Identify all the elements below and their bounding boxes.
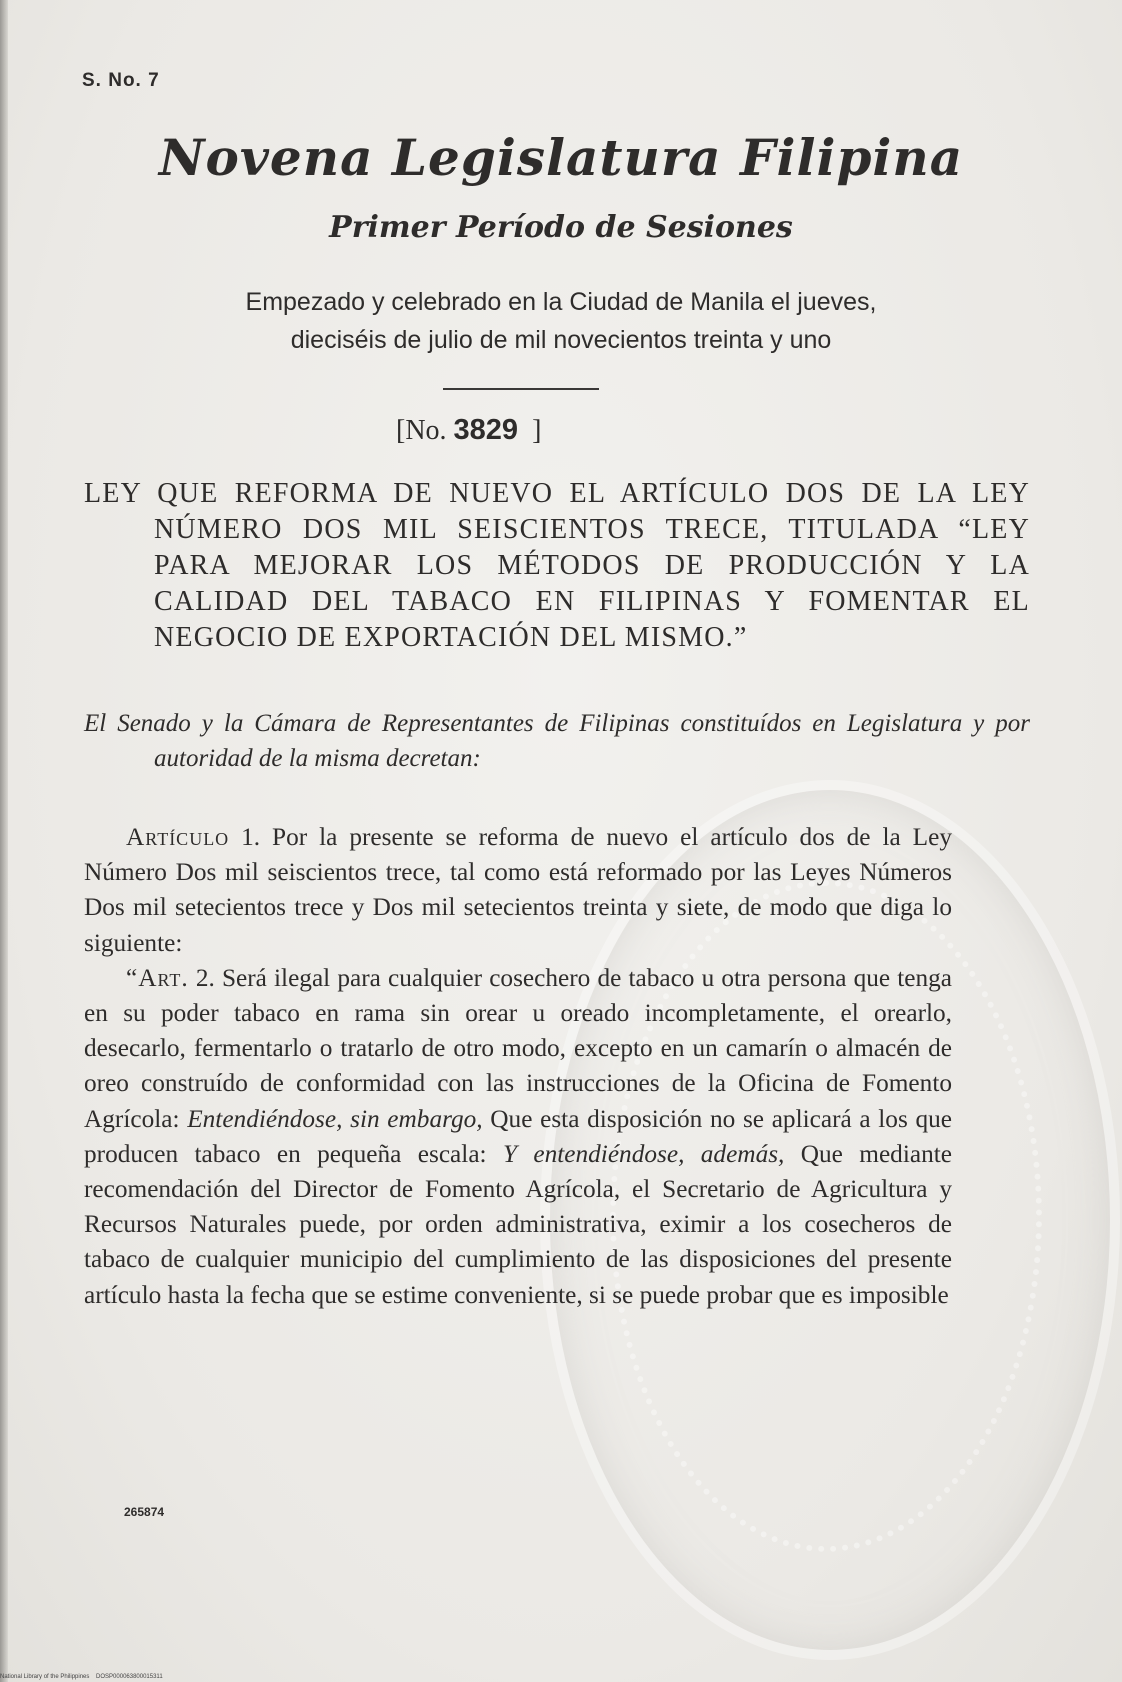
legislature-title: Novena Legislatura Filipina [158, 128, 964, 187]
act-number-value: 3829 [453, 414, 519, 446]
article-2-label: “Art. [126, 963, 189, 992]
session-line-1: Empezado y celebrado en la Ciudad de Manila el jueves, [245, 288, 877, 316]
act-title: LEY QUE REFORMA DE NUEVO EL ARTÍCULO DOS DE LA LEY NÚMERO DOS MIL SEISCIENTOS TRECE, TITULADA “LEY PARA MEJORAR LOS MÉTODOS DE PRODUCCIÓN Y LA CALIDAD DEL TABACO EN FILIPINAS Y FOMENTAR EL NEGOCIO DE EXPORTACIÓN DEL MISMO.” [84, 478, 1030, 653]
article-2-proviso-2: Y entendiéndose, además, [502, 1139, 785, 1168]
divider-rule [443, 388, 599, 390]
enacting-clause: El Senado y la Cámara de Representantes de Filipinas constituídos en Legislatura y por autoridad de la misma decretan: [84, 710, 1030, 772]
act-number-prefix: [No. [396, 415, 454, 446]
article-2-text-3: Que mediante recomendación del Director de Fomento Agrícola, el Secretario de Agricultura y Recursos Naturales puede, por orden administrativa, eximir a los cosecheros de tabaco de cualquier municipio del cumplimiento de las disposiciones del presente artículo hasta la fecha que se estime conveniente, si se puede probar que es imposible [84, 1139, 952, 1309]
article-2 [84, 961, 952, 1313]
print-number: 265874 [124, 1505, 165, 1519]
article-1-text: 1. Por la presente se reforma de nuevo el artículo dos de la Ley Número Dos mil seiscientos trece, tal como está reformado por las Leyes Números Dos mil setecientos trece y Dos mil setecientos treinta y siete, de modo que diga lo siguiente: [84, 823, 952, 957]
article-2-text-1: 2. Será ilegal para cualquier cosechero de tabaco u otra persona que tenga en su poder tabaco en rama sin orear u oreado incompletamente, el orearlo, desecarlo, fermentarlo o tratarlo de otro modo, excepto en un camarín o almacén de oreo construído de conformidad con las instrucciones de la Oficina de Fomento Agrícola: [84, 963, 952, 1133]
archive-footer: National Library of the Philippines DOSP000063800015311 [0, 1674, 163, 1680]
session-line-2: dieciséis de julio de mil novecientos treinta y uno [290, 326, 832, 354]
serial-number: S. No. 7 [82, 70, 160, 91]
session-description [0, 283, 1122, 359]
article-2-proviso-1: Entendiéndose, sin embargo, [187, 1104, 483, 1133]
article-1 [84, 820, 952, 961]
act-number-suffix: ] [518, 415, 542, 446]
act-number [396, 414, 541, 447]
page-edge-shadow [0, 0, 8, 1682]
article-2-text-2: Que esta disposición no se aplicará a los que producen tabaco en pequeña escala: [84, 1104, 952, 1168]
session-title: Primer Período de Sesiones [329, 210, 793, 245]
article-1-label: Artículo [126, 823, 230, 851]
act-body [84, 820, 952, 1313]
